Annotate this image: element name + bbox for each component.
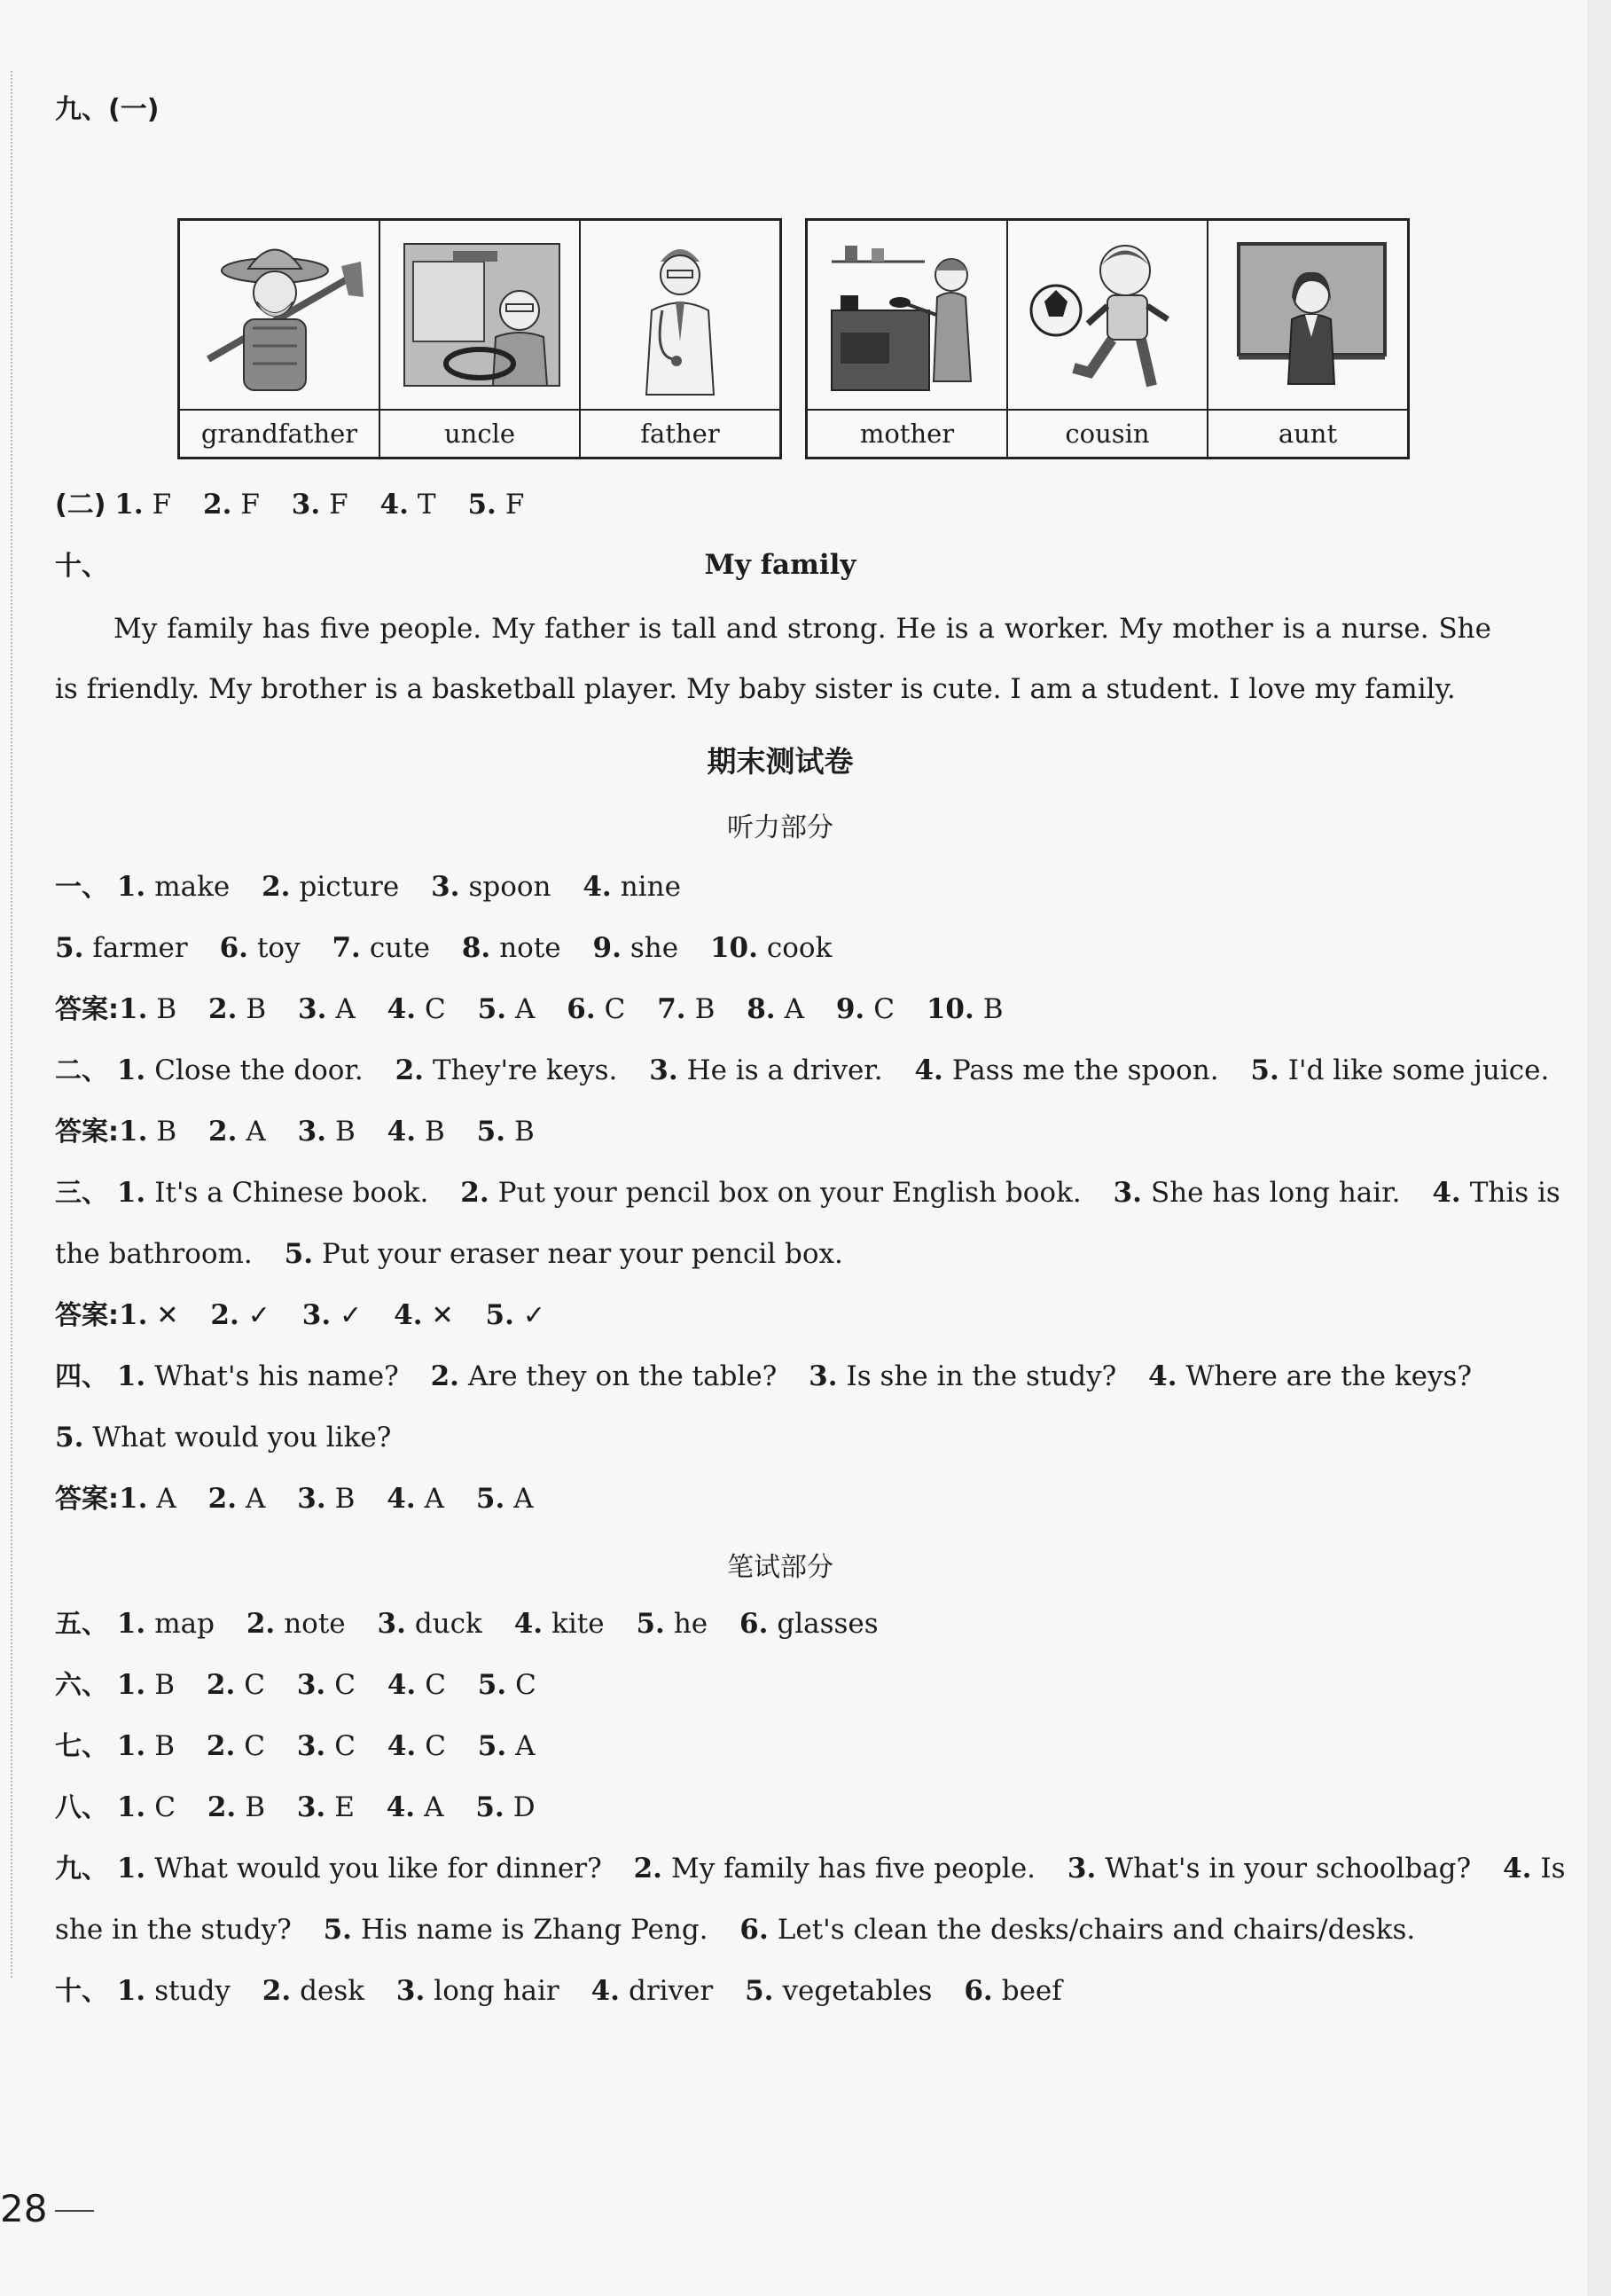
item-number: 5. (475, 1483, 505, 1515)
answer: D (512, 1791, 536, 1823)
picture-label: uncle (380, 411, 581, 457)
item-number: 4. (379, 489, 409, 521)
section-number: 六、 (55, 1670, 108, 1701)
item-number: 1. (116, 1360, 146, 1392)
item-number: 3. (1113, 1177, 1142, 1209)
answer: Pass me the spoon. (951, 1054, 1219, 1086)
item-number: 2. (246, 1608, 276, 1640)
item-number: 8. (747, 993, 776, 1025)
answer: Is (1540, 1853, 1566, 1885)
item-number: 1. (116, 1791, 146, 1823)
answer: B (425, 1116, 445, 1148)
section-number: 三、 (55, 1178, 108, 1209)
picture-label: aunt (1278, 419, 1338, 449)
answer: cook (766, 932, 833, 964)
answer: Let's clean the desks/chairs and chairs/desks. (777, 1914, 1416, 1946)
item-number: 4. (1503, 1853, 1532, 1885)
item-number: 1. (116, 871, 146, 903)
answer: C (334, 1669, 356, 1701)
answer: driver (628, 1975, 714, 2007)
item-number: 5. (477, 1669, 507, 1701)
picture-cell-grandfather (180, 221, 380, 409)
answer: glasses (777, 1608, 879, 1640)
item-number: 6. (964, 1975, 993, 2007)
s3-answers (55, 1297, 568, 1334)
item-number: 2. (207, 1483, 237, 1515)
item-number: 1. (116, 1975, 146, 2007)
s5-row (55, 1606, 902, 1642)
answer: My family has five people. (670, 1853, 1036, 1885)
answer: B (335, 1116, 356, 1148)
cook-in-kitchen-icon (818, 226, 996, 404)
item-number: 3. (431, 871, 460, 903)
answer: A (784, 993, 804, 1025)
answer: B (156, 993, 177, 1025)
item-number: 4. (590, 1975, 620, 2007)
answer: B (694, 993, 716, 1025)
answer: B (154, 1669, 176, 1701)
s4-answers (55, 1481, 557, 1517)
section-number: 九、 (55, 1853, 108, 1885)
item-number: 4. (583, 871, 612, 903)
picture-cell-cousin (1008, 221, 1208, 409)
picture-label: grandfather (180, 411, 380, 457)
item-number: 3. (298, 993, 327, 1025)
answer: toy (256, 932, 301, 964)
answer: note (284, 1608, 346, 1640)
item-number: 4. (387, 1116, 417, 1148)
item-number: 2. (203, 489, 232, 521)
cross-mark-icon: ✕ (156, 1300, 179, 1331)
s10-row (55, 1973, 1085, 2010)
answer: F (152, 489, 172, 521)
item-number: 4. (513, 1608, 544, 1640)
answer: note (499, 932, 561, 964)
answer: B (156, 1116, 177, 1148)
section-number: 五、 (55, 1609, 108, 1640)
answer: Put your pencil box on your English book. (497, 1177, 1082, 1209)
boy-kicking-ball-icon (1019, 226, 1196, 404)
item-number: 4. (387, 1730, 417, 1762)
picture-table-a (177, 218, 782, 459)
answer: A (424, 1791, 444, 1823)
answer: study (154, 1975, 231, 2007)
answer: B (246, 993, 267, 1025)
answer: cute (369, 932, 430, 964)
item-number: 3. (291, 489, 321, 521)
answer-label: 答案: (55, 1117, 119, 1148)
answer: A (424, 1483, 445, 1515)
item-number: 3. (297, 1116, 327, 1148)
answer: A (246, 1483, 266, 1515)
answer: Where are the keys? (1185, 1360, 1473, 1392)
item-number: 5. (467, 489, 497, 521)
answer: F (504, 489, 525, 521)
check-mark-icon: ✓ (247, 1300, 270, 1331)
item-number: 5. (485, 1299, 514, 1331)
answer: A (156, 1483, 176, 1515)
answer: What would you like? (92, 1422, 392, 1454)
s3-row2 (55, 1236, 866, 1272)
answer: beef (1001, 1975, 1062, 2007)
item-number: 10. (709, 932, 758, 964)
item-number: 5. (476, 1116, 506, 1148)
s9-row1 (55, 1851, 1566, 1887)
item-number: 1. (119, 1299, 148, 1331)
item-number: 4. (394, 1299, 423, 1331)
answer: I'd like some juice. (1287, 1054, 1550, 1086)
item-number: 3. (377, 1608, 406, 1640)
section-number: 二、 (55, 1055, 108, 1086)
answer: C (244, 1669, 265, 1701)
item-number: 5. (477, 1730, 507, 1762)
answer: A (335, 993, 356, 1025)
item-number: 2. (208, 1116, 238, 1148)
item-number: 5. (55, 1422, 84, 1454)
item-number: 4. (386, 1791, 416, 1823)
answer: E (334, 1791, 355, 1823)
item-number: 7. (332, 932, 361, 964)
item-number: 1. (116, 1853, 146, 1885)
item-number: 6. (739, 1914, 769, 1946)
item-number: 2. (633, 1853, 662, 1885)
answer: long hair (434, 1975, 559, 2007)
item-number: 6. (219, 932, 248, 964)
item-number: 4. (387, 1483, 416, 1515)
answer: He is a driver. (686, 1054, 883, 1086)
final-test-title: 期末测试卷 (707, 744, 854, 779)
item-number: 2. (430, 1360, 459, 1392)
item-number: 5. (636, 1608, 665, 1640)
picture-cell-uncle (380, 221, 581, 409)
binding-margin-line (11, 71, 12, 1978)
answer: C (425, 1669, 446, 1701)
essay-title: My family (704, 549, 856, 581)
answer: C (515, 1669, 536, 1701)
item-number: 3. (296, 1730, 326, 1762)
item-number: 1. (116, 1177, 146, 1209)
item-number: 9. (592, 932, 622, 964)
item-number: 2. (262, 1975, 292, 2007)
answer: F (329, 489, 348, 521)
page-number: 28 (0, 2187, 48, 2230)
item-number: 1. (116, 1669, 146, 1701)
item-number: 5. (475, 1791, 504, 1823)
item-number: 3. (1067, 1853, 1097, 1885)
answer: A (515, 1730, 536, 1762)
answer: Are they on the table? (467, 1360, 778, 1392)
answer: make (154, 871, 231, 903)
picture-cell-mother (808, 221, 1008, 409)
item-number: 1. (116, 1054, 146, 1086)
answer-continuation: she in the study? (55, 1914, 292, 1946)
item-number: 1. (116, 1730, 146, 1762)
item-number: 3. (301, 1299, 332, 1331)
answer: farmer (92, 932, 188, 964)
item-number: 8. (461, 932, 491, 964)
section-number: 四、 (55, 1361, 108, 1392)
section-number: 十、 (55, 1976, 108, 2007)
answer: B (514, 1116, 535, 1148)
s4-row1 (55, 1359, 1472, 1395)
answer: What would you like for dinner? (154, 1853, 602, 1885)
item-number: 2. (206, 1669, 236, 1701)
answer: Is she in the study? (846, 1360, 1117, 1392)
answer: It's a Chinese book. (154, 1177, 429, 1209)
item-number: 5. (477, 993, 506, 1025)
item-number: 4. (1432, 1177, 1461, 1209)
answer: They're keys. (432, 1054, 618, 1086)
item-number: 3. (296, 1791, 326, 1823)
item-number: 5. (284, 1238, 314, 1270)
answer: spoon (468, 871, 551, 903)
section10-number: 十、 (55, 551, 108, 582)
item-number: 6. (567, 993, 596, 1025)
answer: This is (1469, 1177, 1560, 1209)
section-number: 七、 (55, 1731, 108, 1762)
answer: A (513, 1483, 534, 1515)
item-number: 3. (809, 1360, 838, 1392)
s8-row (55, 1790, 559, 1826)
item-number: 4. (914, 1054, 943, 1086)
item-number: 1. (119, 993, 148, 1025)
item-number: 2. (210, 1299, 239, 1331)
item-number: 3. (395, 1975, 426, 2007)
answer: B (982, 993, 1004, 1025)
item-number: 7. (657, 993, 686, 1025)
picture-label: cousin (1008, 411, 1208, 457)
check-mark-icon: ✓ (340, 1300, 363, 1331)
item-number: 6. (739, 1608, 769, 1640)
footer-rule (55, 2210, 94, 2212)
section-number: 八、 (55, 1792, 108, 1823)
answer-label: 答案: (55, 994, 119, 1025)
section9-part2-answers (55, 487, 547, 523)
teacher-at-blackboard-icon (1219, 226, 1396, 404)
answer-continuation: the bathroom. (55, 1238, 253, 1270)
s2-answers (55, 1114, 558, 1150)
answer: C (425, 1730, 446, 1762)
picture-label: father (640, 419, 720, 449)
picture-table-b (805, 218, 1410, 459)
item-number: 3. (649, 1054, 678, 1086)
answer: What's in your schoolbag? (1105, 1853, 1472, 1885)
item-number: 4. (387, 993, 417, 1025)
item-number: 2. (460, 1177, 489, 1209)
answer: vegetables (782, 1975, 933, 2007)
answer: map (154, 1608, 215, 1640)
item-number: 3. (297, 1483, 326, 1515)
item-number: 3. (296, 1669, 326, 1701)
answer: B (245, 1791, 265, 1823)
item-number: 5. (745, 1975, 774, 2007)
answer: desk (300, 1975, 365, 2007)
farmer-with-hoe-icon (191, 226, 368, 404)
answer: nine (620, 871, 681, 903)
answer: picture (299, 871, 400, 903)
section9-heading: 九、(一) (55, 94, 160, 125)
item-number: 1. (119, 1483, 148, 1515)
picture-cell-aunt (1208, 221, 1407, 409)
item-number: 5. (323, 1914, 352, 1946)
cross-mark-icon: ✕ (431, 1300, 454, 1331)
s2-row1 (55, 1053, 1549, 1089)
s1-answers (55, 991, 1027, 1028)
item-number: 1. (119, 1116, 148, 1148)
s1-row1 (55, 869, 704, 905)
answer: C (244, 1730, 265, 1762)
listening-title: 听力部分 (727, 812, 833, 843)
section-number: 一、 (55, 872, 108, 903)
picture-label: mother (808, 411, 1008, 457)
item-number: 4. (1148, 1360, 1177, 1392)
item-number: 2. (206, 1730, 236, 1762)
answer: he (673, 1608, 708, 1640)
s1-row2 (55, 930, 855, 966)
answer: A (246, 1116, 266, 1148)
answer-label: 答案: (55, 1300, 119, 1331)
s3-row1 (55, 1175, 1560, 1211)
answer: B (154, 1730, 176, 1762)
answer: C (604, 993, 626, 1025)
page-edge-shadow (1587, 0, 1611, 2296)
answer: duck (414, 1608, 482, 1640)
item-number: 2. (395, 1054, 424, 1086)
written-title: 笔试部分 (727, 1552, 833, 1583)
item-number: 2. (208, 993, 238, 1025)
answer: F (240, 489, 260, 521)
answer: she (630, 932, 679, 964)
s6-row (55, 1667, 559, 1704)
item-number: 10. (926, 993, 974, 1025)
essay-text: My family has five people. My father is tall and strong. He is a worker. My mother is a nurse. She is friendly. My brother is a basketball player. My baby sister is cute. I am a student. I love my family. (55, 613, 1491, 705)
item-number: 2. (207, 1791, 237, 1823)
answer: Put your eraser near your pencil box. (322, 1238, 843, 1270)
answer: C (425, 993, 446, 1025)
s4-row2 (55, 1420, 414, 1455)
answer: What's his name? (154, 1360, 399, 1392)
item-number: 5. (1250, 1054, 1279, 1086)
answer: kite (551, 1608, 605, 1640)
answer-label: 答案: (55, 1484, 119, 1515)
answer: C (334, 1730, 356, 1762)
driver-in-car-icon (391, 226, 568, 404)
check-mark-icon: ✓ (522, 1300, 546, 1331)
item-number: 4. (387, 1669, 417, 1701)
item-number: 1. (116, 1608, 146, 1640)
item-number: 9. (835, 993, 865, 1025)
doctor-icon (591, 226, 769, 404)
s9-row2 (55, 1912, 1438, 1947)
item-number: 1. (114, 489, 144, 521)
answer: B (334, 1483, 356, 1515)
section-number: (二) (55, 490, 106, 521)
item-number: 5. (55, 932, 84, 964)
answer: C (154, 1791, 176, 1823)
answer: A (515, 993, 536, 1025)
answer: His name is Zhang Peng. (360, 1914, 708, 1946)
answer: Close the door. (154, 1054, 364, 1086)
item-number: 2. (262, 871, 291, 903)
answer: T (417, 489, 436, 521)
answer: She has long hair. (1150, 1177, 1401, 1209)
answer: C (873, 993, 895, 1025)
picture-cell-father (581, 221, 779, 409)
s7-row (55, 1728, 559, 1765)
